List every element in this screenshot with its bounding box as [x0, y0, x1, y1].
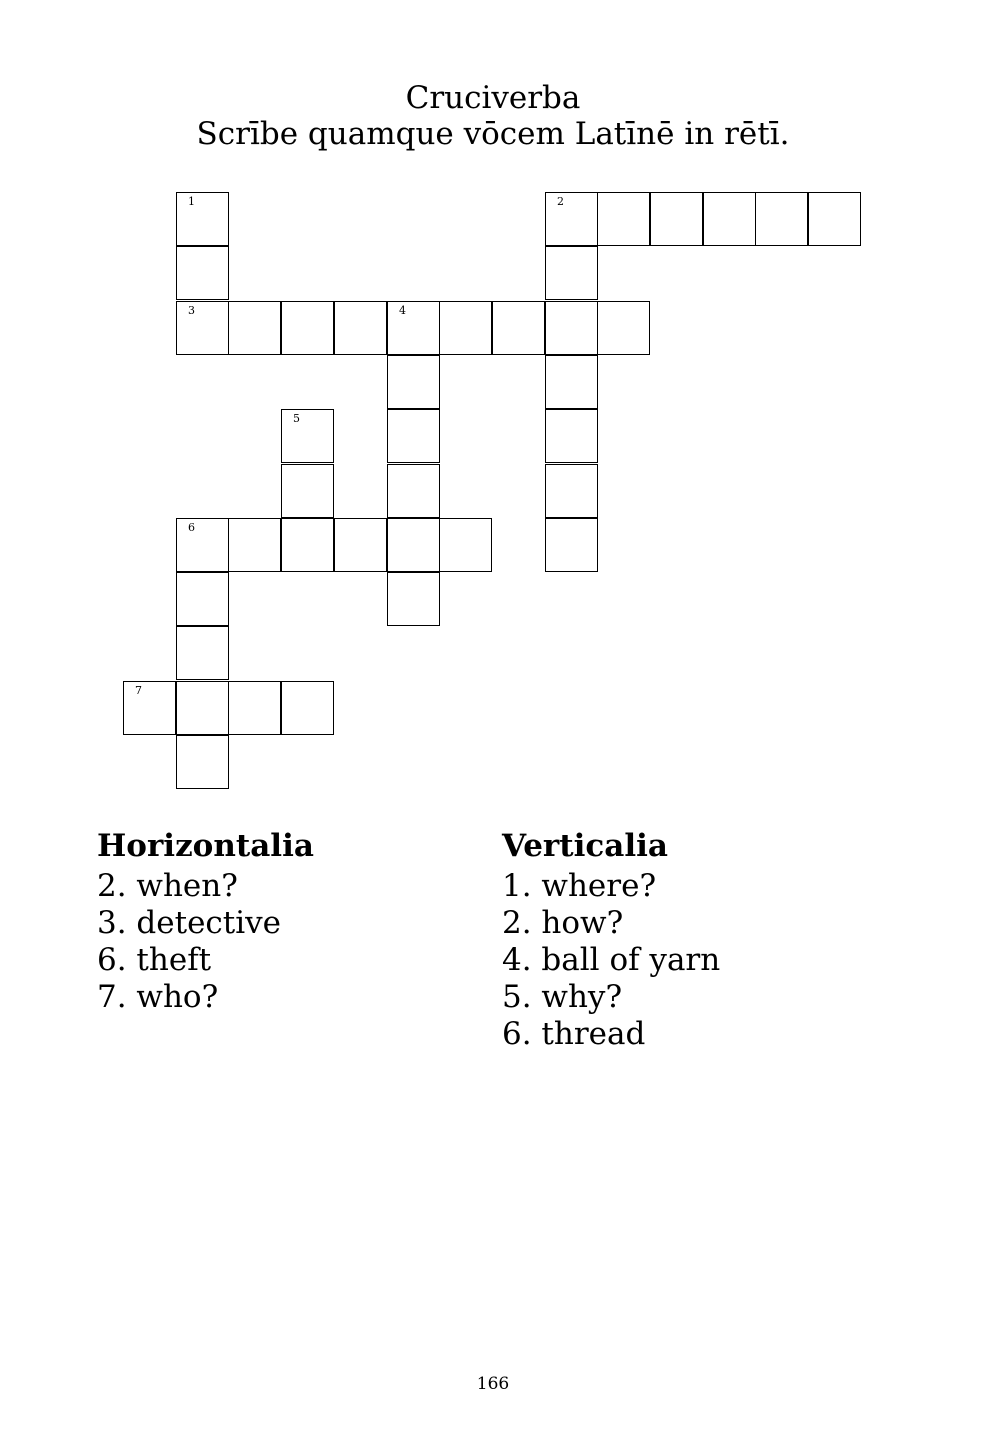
crossword-cell[interactable]: [597, 301, 650, 355]
crossword-cell[interactable]: [387, 518, 440, 572]
clue-number: 7: [135, 684, 142, 697]
clue-down-item: 1. where?: [502, 868, 657, 904]
crossword-cell[interactable]: [597, 192, 650, 246]
crossword-cell[interactable]: [545, 464, 598, 518]
crossword-cell[interactable]: [808, 192, 861, 246]
crossword-cell[interactable]: [228, 518, 281, 572]
crossword-cell[interactable]: [176, 192, 229, 246]
crossword-cell[interactable]: [545, 192, 598, 246]
clue-across-item: 7. who?: [97, 979, 219, 1015]
clues-down-section: [502, 826, 922, 1053]
clue-down-item: 6. thread: [502, 1016, 646, 1052]
crossword-cell[interactable]: [281, 518, 334, 572]
clue-number: 5: [293, 412, 300, 425]
crossword-cell[interactable]: [545, 355, 598, 409]
clue-number: 6: [188, 521, 195, 534]
crossword-cell[interactable]: [176, 626, 229, 680]
crossword-cell[interactable]: [545, 301, 598, 355]
crossword-cell[interactable]: [545, 409, 598, 463]
crossword-cell[interactable]: [228, 681, 281, 735]
clue-number: 4: [399, 304, 406, 317]
crossword-cell[interactable]: [439, 518, 492, 572]
crossword-cell[interactable]: [334, 301, 387, 355]
clue-number: 2: [557, 195, 564, 208]
crossword-cell[interactable]: [176, 681, 229, 735]
crossword-cell[interactable]: [545, 246, 598, 300]
page-subtitle: Scrībe quamque vōcem Latīnē in rētī.: [196, 116, 790, 152]
crossword-cell[interactable]: [387, 355, 440, 409]
crossword-cell[interactable]: [176, 735, 229, 789]
crossword-cell[interactable]: [387, 464, 440, 518]
crossword-cell[interactable]: [650, 192, 703, 246]
clues-across-section: [97, 826, 517, 1016]
crossword-cell[interactable]: [123, 681, 176, 735]
clue-across-item: 2. when?: [97, 868, 238, 904]
crossword-cell[interactable]: [545, 518, 598, 572]
crossword-cell[interactable]: [387, 301, 440, 355]
crossword-cell[interactable]: [387, 409, 440, 463]
crossword-cell[interactable]: [439, 301, 492, 355]
clue-down-item: 2. how?: [502, 905, 624, 941]
clue-down-item: 4. ball of yarn: [502, 942, 721, 978]
crossword-cell[interactable]: [176, 301, 229, 355]
clue-number: 1: [188, 195, 195, 208]
crossword-cell[interactable]: [492, 301, 545, 355]
clues-across-heading: Horizontalia: [97, 828, 314, 864]
clue-across-item: 6. theft: [97, 942, 212, 978]
crossword-cell[interactable]: [387, 572, 440, 626]
crossword-cell[interactable]: [176, 518, 229, 572]
crossword-cell[interactable]: [703, 192, 756, 246]
clue-across-item: 3. detective: [97, 905, 282, 941]
crossword-cell[interactable]: [755, 192, 808, 246]
crossword-cell[interactable]: [176, 572, 229, 626]
crossword-cell[interactable]: [176, 246, 229, 300]
crossword-cell[interactable]: [334, 518, 387, 572]
clues-down-heading: Verticalia: [502, 828, 668, 864]
page-number: 166: [476, 1374, 510, 1394]
crossword-cell[interactable]: [281, 681, 334, 735]
crossword-cell[interactable]: [281, 301, 334, 355]
crossword-cell[interactable]: [228, 301, 281, 355]
crossword-cell[interactable]: [281, 464, 334, 518]
crossword-cell[interactable]: [281, 409, 334, 463]
clue-number: 3: [188, 304, 195, 317]
page-title: Cruciverba: [405, 80, 581, 116]
clue-down-item: 5. why?: [502, 979, 623, 1015]
